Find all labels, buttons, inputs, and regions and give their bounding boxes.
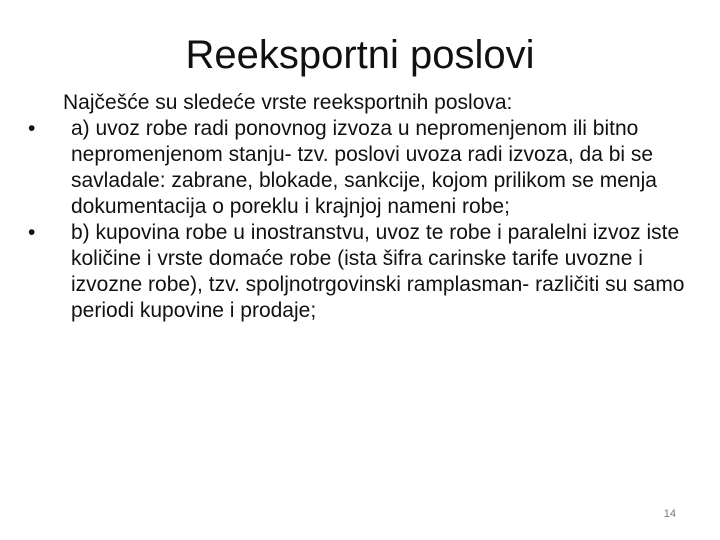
slide-content bbox=[28, 90, 698, 324]
bullet-marker: • bbox=[28, 117, 36, 140]
bullet-text-a: a) uvoz robe radi ponovnog izvoza u nepromenjenom ili bitno nepromenjenom stanju- tzv. poslovi uvoza radi izvoza, da bi se savladale: zabrane, blokade, sankcije, kojom prilikom se menja dokumentacija o poreklu i krajnjoj nameni robe; bbox=[71, 117, 657, 218]
bullet-item-b bbox=[28, 220, 698, 324]
bullet-list bbox=[28, 116, 698, 324]
intro-text: Najčešće su sledeće vrste reeksportnih poslova: bbox=[63, 91, 513, 114]
bullet-marker: • bbox=[28, 221, 36, 244]
page-number: 14 bbox=[663, 508, 676, 520]
slide-title: Reeksportni poslovi bbox=[185, 33, 535, 77]
bullet-text-b: b) kupovina robe u inostranstvu, uvoz te robe i paralelni izvoz iste količine i vrste domaće robe (ista šifra carinske tarife uvozne i izvozne robe), tzv. spoljnotrgovinski ramplasman- različiti su samo periodi kupovine i prodaje; bbox=[71, 221, 685, 322]
bullet-item-a bbox=[28, 116, 698, 220]
